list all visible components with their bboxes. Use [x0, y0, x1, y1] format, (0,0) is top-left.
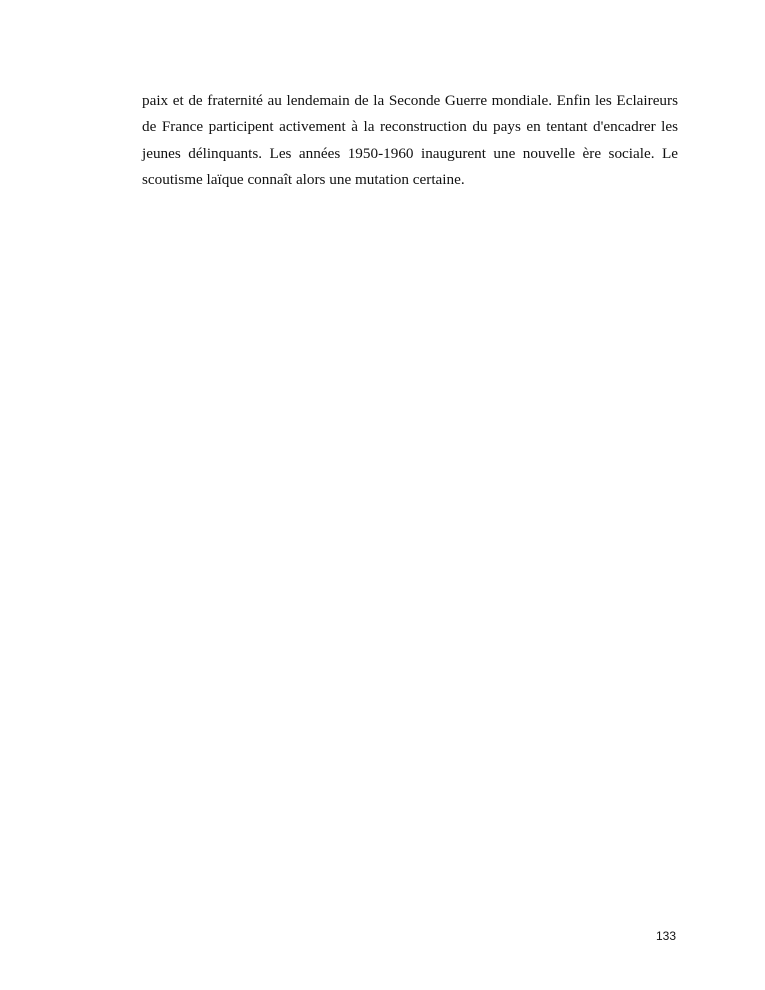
paragraph-line: jeunes délinquants. Les années 1950-1960 inaugurent une nouvelle ère sociale. Le — [142, 144, 678, 162]
body-paragraph — [142, 88, 678, 193]
paragraph-line: scoutisme laïque connaît alors une mutation certaine. — [142, 170, 465, 188]
paragraph-line: paix et de fraternité au lendemain de la Seconde Guerre mondiale. Enfin les Eclaireurs — [142, 92, 678, 109]
paragraph-line: de France participent activement à la reconstruction du pays en tentant d'encadrer les — [142, 118, 678, 136]
page-number: 133 — [655, 929, 676, 943]
